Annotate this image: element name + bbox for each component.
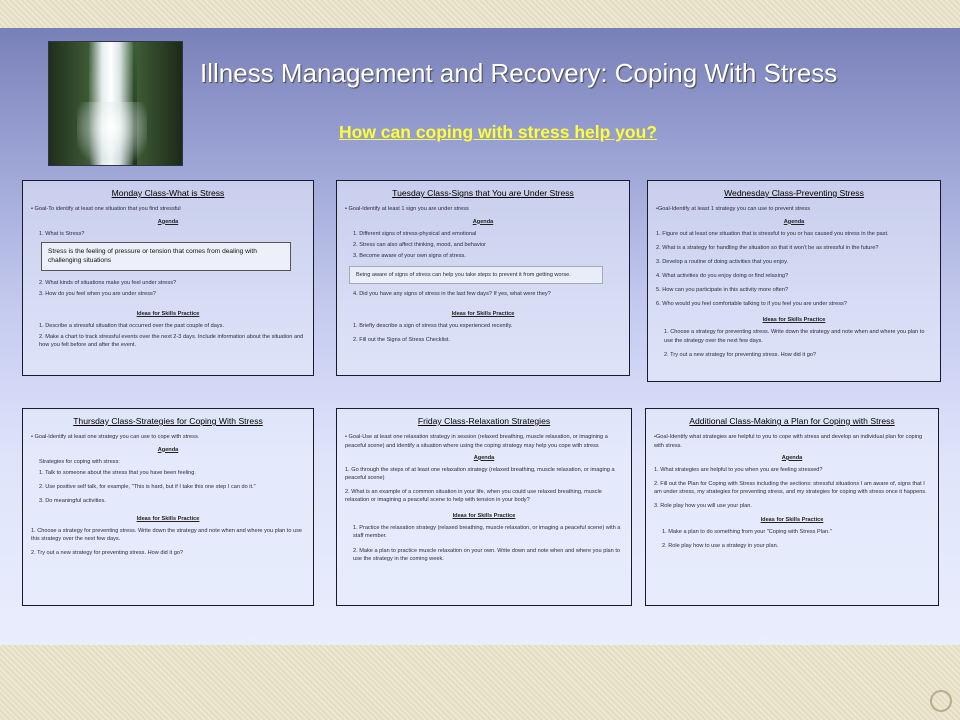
agenda-item: 3. Develop a routine of doing activities that you enjoy. xyxy=(656,258,789,265)
ideas-heading: Ideas for Skills Practice xyxy=(136,311,200,318)
agenda-item: 2. Fill out the Plan for Coping with Stress including the sections: stressful situations I am aware of, signs that I am under stress, my strategies for preventing stress, and my strategies for coping with stress once it happens. xyxy=(654,480,927,495)
corner-ornament-icon xyxy=(930,690,952,712)
page-subtitle: How can coping with stress help you? xyxy=(339,122,657,142)
frame-top xyxy=(0,0,960,28)
panel-tuesday xyxy=(336,180,630,376)
panel-goal: • Goal-Use at least one relaxation strategy in session (relaxed breathing, muscle relaxation, or imagining a peaceful scene) and identify a situation where using the coping strategy may help you cope with stress xyxy=(345,434,608,449)
strategies-intro: Strategies for coping with stress: xyxy=(39,458,120,465)
idea-item: 2. Role play how to use a strategy in your plan. xyxy=(662,543,779,550)
agenda-item: 1. Different signs of stress-physical and emotional xyxy=(353,230,477,237)
panel-title: Thursday Class-Strategies for Coping With Stress xyxy=(73,416,263,426)
agenda-heading: Agenda xyxy=(473,454,495,461)
idea-item: 2. Fill out the Signs of Stress Checklist. xyxy=(353,337,450,344)
panel-goal: •Goal-Identify at least 1 strategy you can use to prevent stress xyxy=(656,206,811,213)
agenda-heading: Agenda xyxy=(157,446,179,453)
panel-additional xyxy=(645,408,939,606)
agenda-heading: Agenda xyxy=(157,218,179,225)
idea-item: 1. Briefly describe a sign of stress that you experienced recently. xyxy=(353,323,513,330)
idea-item: 2. Try out a new strategy for preventing stress. How did it go? xyxy=(664,351,817,358)
panel-thursday xyxy=(22,408,314,606)
agenda-item: 6. Who would you feel comfortable talking to if you feel you are under stress? xyxy=(656,301,847,308)
agenda-item: 4. Did you have any signs of stress in the last few days? If yes, what were they? xyxy=(353,291,551,298)
waterfall-photo xyxy=(48,41,183,166)
agenda-item: 2. Stress can also affect thinking, mood, and behavior xyxy=(353,241,486,248)
agenda-item: 2. Use positive self talk, for example, "This is hard, but if I take this one step I can do it." xyxy=(39,483,256,490)
agenda-item: 1. What is Stress? xyxy=(39,230,85,237)
agenda-item: 2. What is a strategy for handling the situation so that it won't be as stressful in the future? xyxy=(656,244,879,251)
panel-title: Friday Class-Relaxation Strategies xyxy=(417,416,551,426)
ideas-heading: Ideas for Skills Practice xyxy=(452,513,516,520)
idea-item: 2. Make a plan to practice muscle relaxation on your own. Write down and note when and where you plan to use the strategy in the coming week. xyxy=(353,547,620,562)
panel-goal: •Goal-Identify what strategies are helpful to you to cope with stress and develop an individual plan for coping with stress. xyxy=(654,434,923,449)
agenda-item: 3. Do meaningful activities. xyxy=(39,498,106,504)
stress-definition-box: Stress is the feeling of pressure or tension that comes from dealing with challenging situations xyxy=(41,242,291,271)
frame-bottom xyxy=(0,645,960,720)
panel-goal: • Goal-Identify at least one strategy you can use to cope with stress. xyxy=(31,434,200,441)
idea-item: 1. Choose a strategy for preventing stress. Write down the strategy and note when and where you plan to use this strategy over the next few days. xyxy=(31,528,303,543)
idea-item: 2. Make a chart to track stressful events over the next 2-3 days. Include information about the situation and how you felt before and after the event. xyxy=(39,334,304,349)
ideas-heading: Ideas for Skills Practice xyxy=(136,516,200,523)
idea-item: 1. Make a plan to do something from your "Coping with Stress Plan." xyxy=(662,529,832,536)
panel-friday xyxy=(336,408,632,606)
ideas-heading: Ideas for Skills Practice xyxy=(451,311,515,318)
agenda-item: 3. Role play how you will use your plan. xyxy=(654,503,752,510)
agenda-item: 1. Talk to someone about the stress that you have been feeling. xyxy=(39,469,196,476)
idea-item: 1. Describe a stressful situation that occurred over the past couple of days. xyxy=(39,323,225,330)
ideas-heading: Ideas for Skills Practice xyxy=(760,517,824,524)
agenda-item: 2. What kinds of situations make you feel under stress? xyxy=(39,279,177,286)
agenda-item: 2. What is an example of a common situation in your life, when you could use relaxed breathing, muscle relaxation or imagining a peaceful scene to help with tension in your body? xyxy=(345,489,602,504)
agenda-item: 3. Become aware of your own signs of stress. xyxy=(353,252,466,259)
agenda-item: 1. What strategies are helpful to you when you are feeling stressed? xyxy=(654,466,823,473)
panel-title: Wednesday Class-Preventing Stress xyxy=(724,188,864,198)
stress-note-box: Being aware of signs of stress can help you take steps to prevent it from getting worse. xyxy=(349,266,603,284)
panel-monday xyxy=(22,180,314,376)
page-title: Illness Management and Recovery: Coping With Stress xyxy=(200,58,838,88)
agenda-item: 1. Figure out at least one situation that is stressful to you or has caused you stress in the past. xyxy=(656,230,889,237)
idea-item: 1. Practice the relaxation strategy (relaxed breathing, muscle relaxation, or imaging a peaceful scene) with a staff member. xyxy=(353,525,621,540)
ideas-heading: Ideas for Skills Practice xyxy=(762,317,826,324)
panel-goal: • Goal-To identify at least one situation that you find stressful xyxy=(31,206,181,213)
agenda-heading: Agenda xyxy=(783,218,805,225)
panel-title: Tuesday Class-Signs that You are Under Stress xyxy=(392,188,574,198)
agenda-item: 5. How can you participate in this activity more often? xyxy=(656,287,789,294)
poster xyxy=(0,28,960,645)
agenda-item: 1. Go through the steps of at least one relaxation strategy (relaxed breathing, muscle relaxation, or imaging a peaceful scene) xyxy=(345,466,615,481)
agenda-item: 3. How do you feel when you are under stress? xyxy=(39,290,156,297)
panel-wednesday xyxy=(647,180,941,382)
agenda-heading: Agenda xyxy=(781,454,803,461)
panel-title: Additional Class-Making a Plan for Coping with Stress xyxy=(689,416,895,426)
idea-item: 1. Choose a strategy for preventing stress. Write down the strategy and note when and where you plan to use the strategy over the next few days. xyxy=(664,329,925,344)
agenda-item: 4. What activities do you enjoy doing or find relaxing? xyxy=(656,273,789,279)
panel-goal: • Goal-Identify at least 1 sign you are under stress xyxy=(345,206,469,213)
panel-title: Monday Class-What is Stress xyxy=(111,188,225,198)
idea-item: 2. Try out a new strategy for preventing stress. How did it go? xyxy=(31,550,184,557)
agenda-heading: Agenda xyxy=(472,218,494,225)
